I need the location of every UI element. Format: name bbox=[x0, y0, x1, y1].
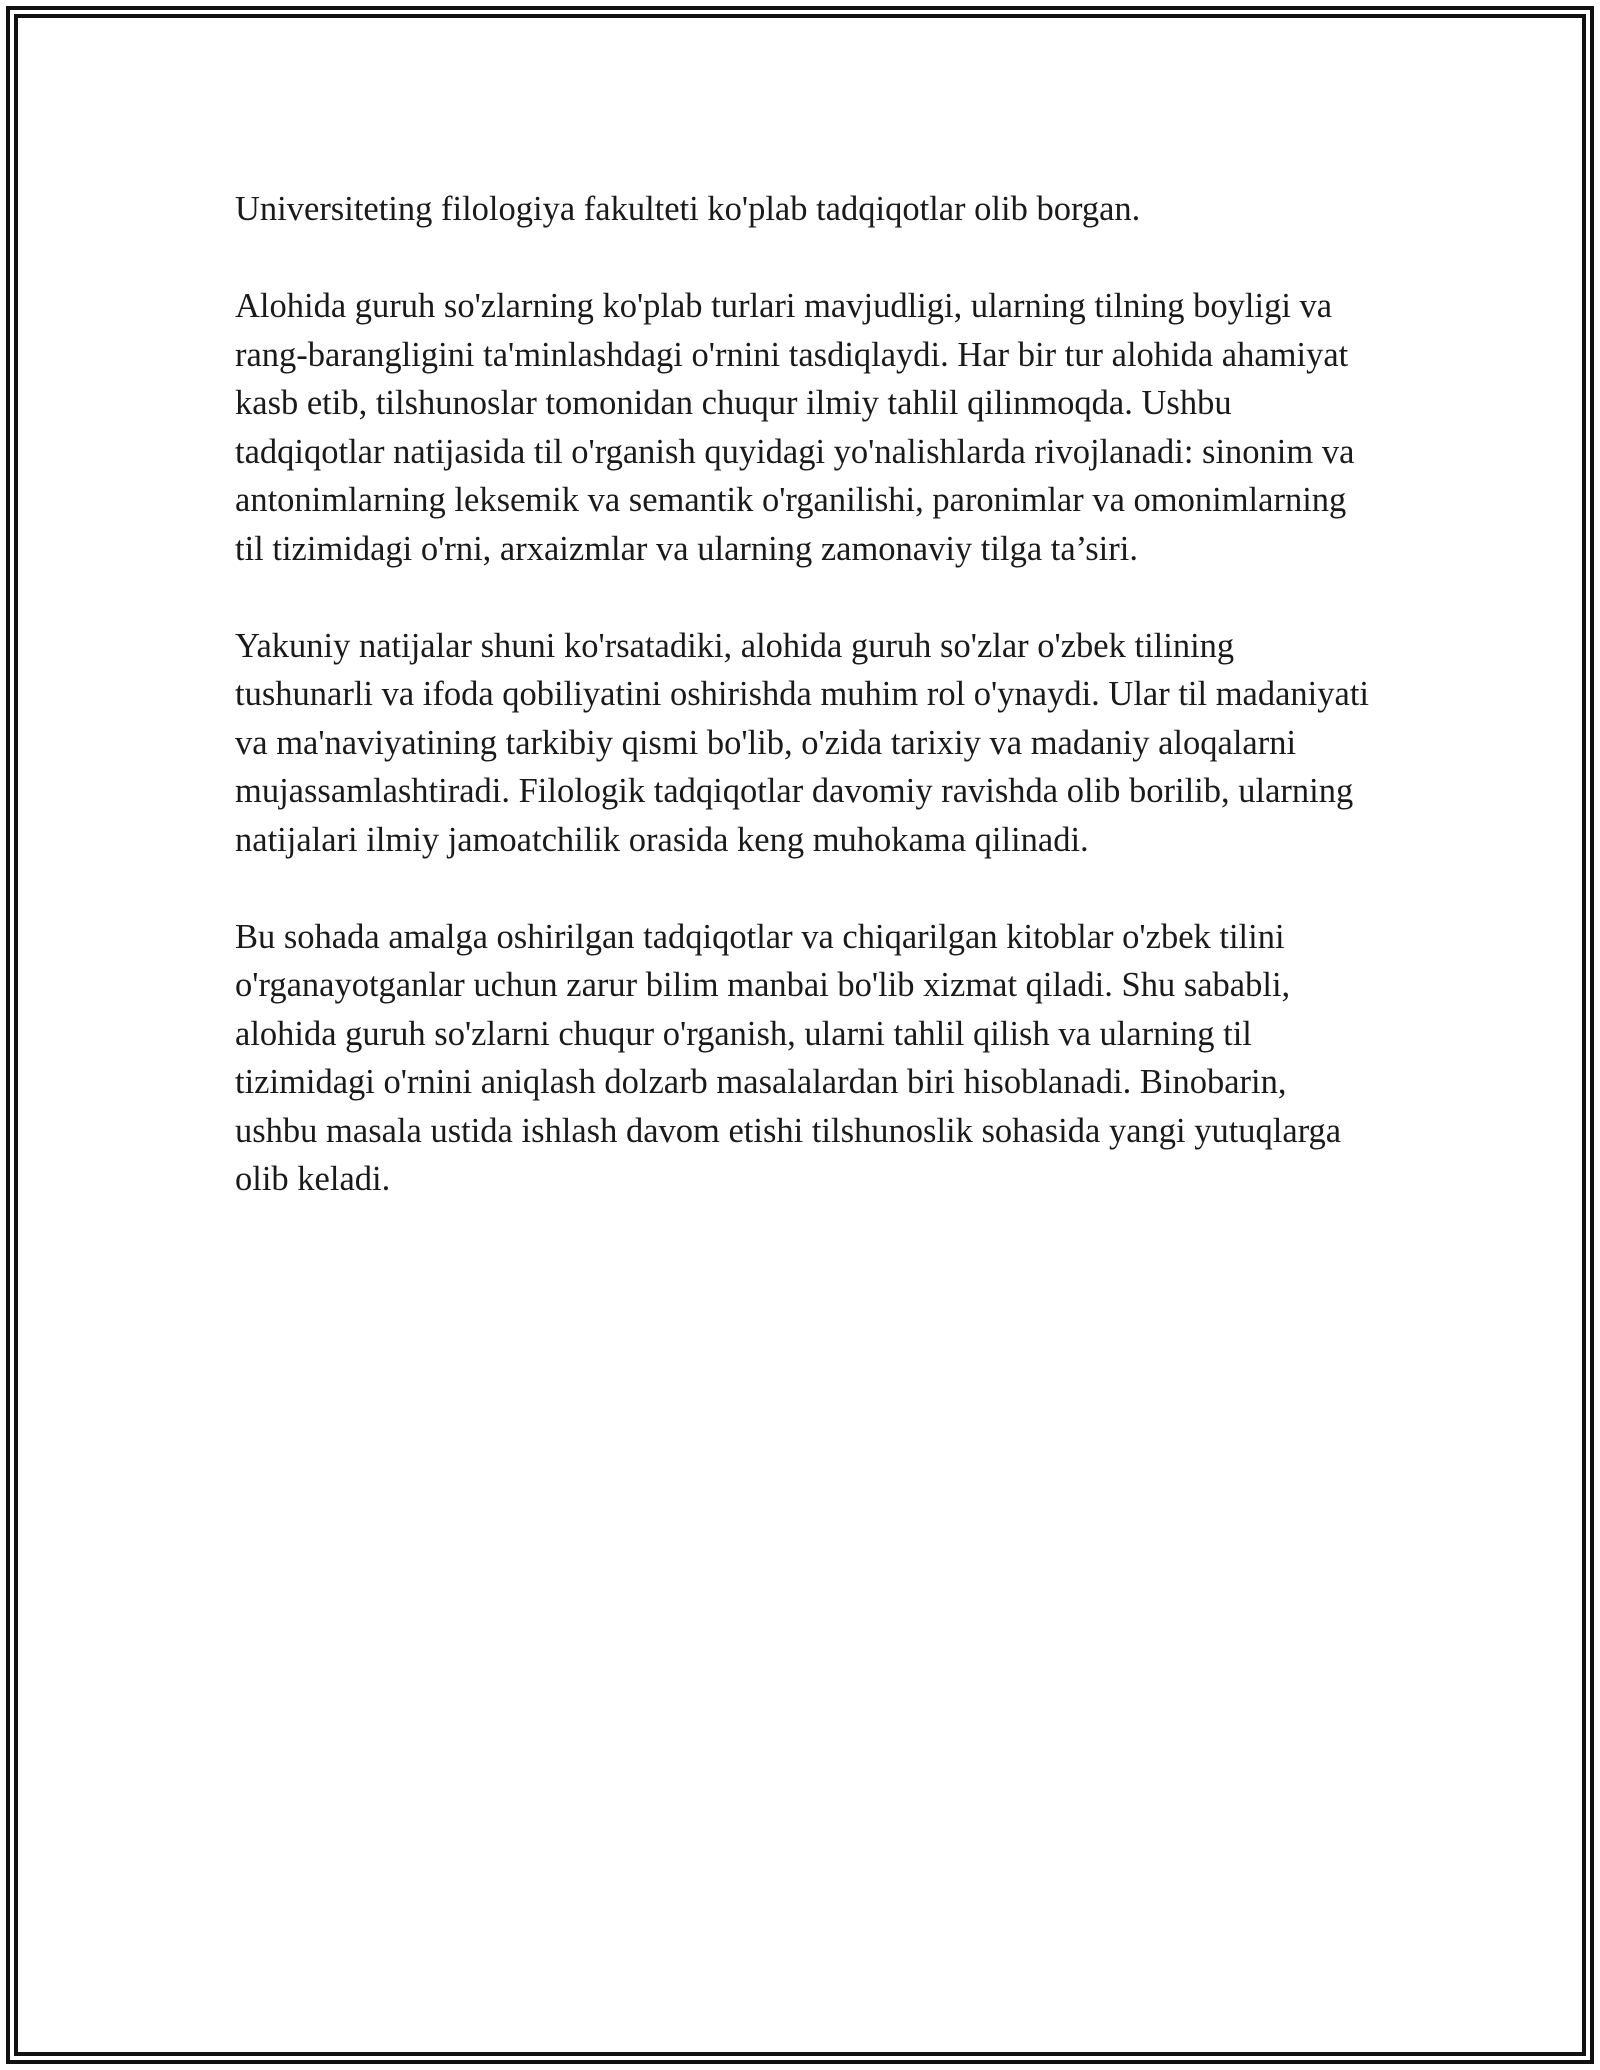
document-body bbox=[235, 185, 1375, 1252]
paragraph-conclusion: Bu sohada amalga oshirilgan tadqiqotlar va chiqarilgan kitoblar o'zbek tilini o'rganayotganlar uchun zarur bilim manbai bo'lib xizmat qiladi. Shu sababli, alohida guruh so'zlarni chuqur o'rganish, ularni tahlil qilish va ularning til tizimidagi o'rnini aniqlash dolzarb masalalardan biri hisoblanadi. Binobarin, ushbu masala ustida ishlash davom etishi tilshunoslik sohasida yangi yutuqlarga olib keladi. bbox=[235, 917, 1342, 1198]
paragraph-word-groups: Alohida guruh so'zlarning ko'plab turlari mavjudligi, ularning tilning boyligi va rang-barangligini ta'minlashdagi o'rnini tasdiqlaydi. Har bir tur alohida ahamiyat kasb etib, tilshunoslar tomonidan chuqur ilmiy tahlil qilinmoqda. Ushbu tadqiqotlar natijasida til o'rganish quyidagi yo'nalishlarda rivojlanadi: sinonim va antonimlarning leksemik va semantik o'rganilishi, paronimlar va omonimlarning til tizimidagi o'rni, arxaizmlar va ularning zamonaviy tilga ta’siri. bbox=[235, 287, 1355, 568]
paragraph-results: Yakuniy natijalar shuni ko'rsatadiki, alohida guruh so'zlar o'zbek tilining tushunarli va ifoda qobiliyatini oshirishda muhim rol o'ynaydi. Ular til madaniyati va ma'naviyatining tarkibiy qismi bo'lib, o'zida tarixiy va madaniy aloqalarni mujassamlashtiradi. Filologik tadqiqotlar davomiy ravishda olib borilib, ularning natijalari ilmiy jamoatchilik orasida keng muhokama qilinadi. bbox=[235, 626, 1369, 859]
paragraph-intro: Universiteting filologiya fakulteti ko'plab tadqiqotlar olib borgan. bbox=[235, 190, 1141, 228]
